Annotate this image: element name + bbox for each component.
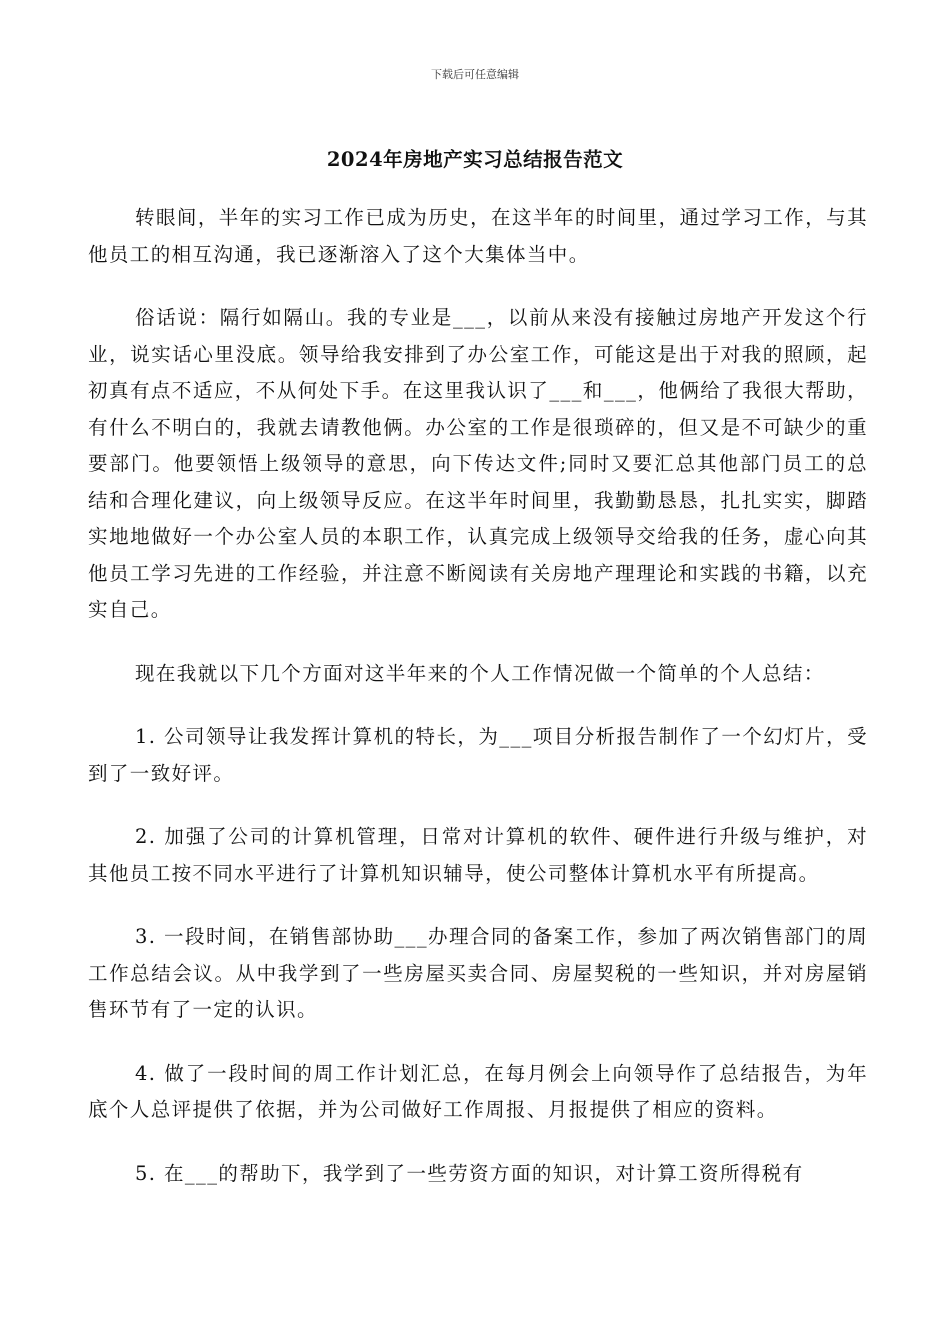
document-body: [88, 200, 868, 1219]
list-item-2: 2. 加强了公司的计算机管理，日常对计算机的软件、硬件进行升级与维护，对其他员工按不同水平进行了计算机知识辅导，使公司整体计算机水平有所提高。: [88, 825, 868, 885]
list-item-4: 4. 做了一段时间的周工作计划汇总，在每月例会上向领导作了总结报告，为年底个人总评提供了依据，并为公司做好工作周报、月报提供了相应的资料。: [88, 1061, 868, 1121]
list-item-3: 3. 一段时间，在销售部协助___办理合同的备案工作，参加了两次销售部门的周工作总结会议。从中我学到了一些房屋买卖合同、房屋契税的一些知识，并对房屋销售环节有了一定的认识。: [88, 925, 868, 1021]
paragraph-intro: 转眼间，半年的实习工作已成为历史，在这半年的时间里，通过学习工作，与其他员工的相互沟通，我已逐渐溶入了这个大集体当中。: [88, 206, 868, 266]
list-item-5: 5. 在___的帮助下，我学到了一些劳资方面的知识，对计算工资所得税有: [135, 1161, 804, 1185]
page-header-note: 下载后可任意编辑: [431, 68, 519, 81]
paragraph-summary-intro: 现在我就以下几个方面对这半年来的个人工作情况做一个简单的个人总结：: [135, 661, 825, 685]
list-item-1: 1. 公司领导让我发挥计算机的特长，为___项目分析报告制作了一个幻灯片，受到了一致好评。: [88, 725, 868, 785]
paragraph-background: 俗话说：隔行如隔山。我的专业是___，以前从来没有接触过房地产开发这个行业，说实话心里没底。领导给我安排到了办公室工作，可能这是出于对我的照顾，起初真有点不适应，不从何处下手。在这里我认识了___和___，他俩给了我很大帮助，有什么不明白的，我就去请教他俩。办公室的工作是很琐碎的，但又是不可缺少的重要部门。他要领悟上级领导的意思，向下传达文件;同时又要汇总其他部门员工的总结和合理化建议，向上级领导反应。在这半年时间里，我勤勤恳恳，扎扎实实，脚踏实地地做好一个办公室人员的本职工作，认真完成上级领导交给我的任务，虚心向其他员工学习先进的工作经验，并注意不断阅读有关房地产理理论和实践的书籍，以充实自己。: [88, 306, 868, 621]
document-title: 2024年房地产实习总结报告范文: [326, 148, 624, 171]
